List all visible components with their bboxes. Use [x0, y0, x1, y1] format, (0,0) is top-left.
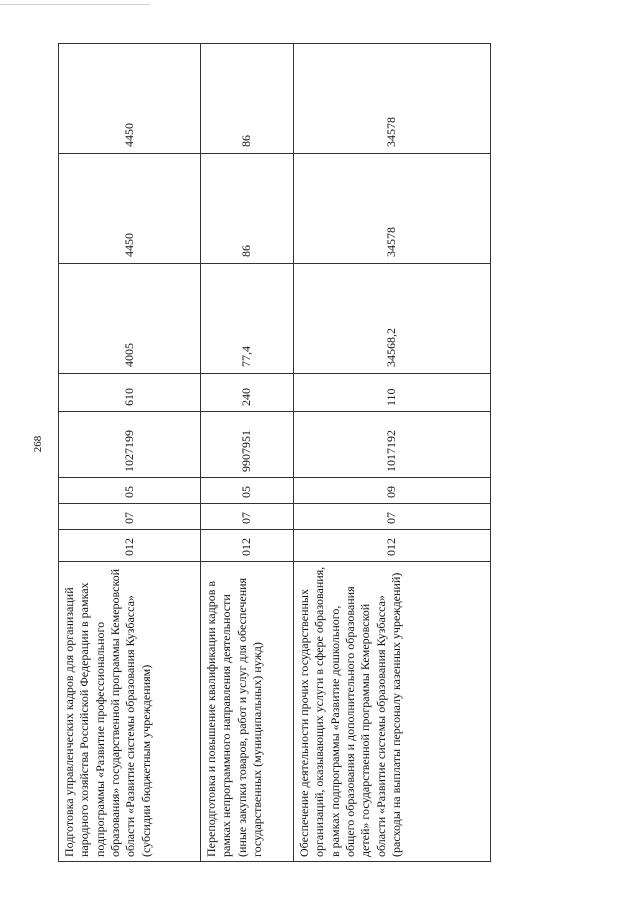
amount-2: 34578: [294, 154, 491, 264]
ministry-code: 012: [294, 530, 491, 562]
budget-table: [58, 43, 491, 862]
section-code: 07: [201, 504, 294, 530]
target-article-code: 9907951: [201, 412, 294, 478]
scan-edge-line: [0, 4, 150, 5]
row-name: Переподготовка и повышение квалификации кадров в рамках непрограммного направления деятельности (иные закупки товаров, работ и услуг для обеспечения государственных (муниципальных) нужд): [201, 562, 294, 862]
ministry-code: 012: [201, 530, 294, 562]
amount-3: 86: [201, 44, 294, 154]
row-name: Подготовка управленческих кадров для организаций народного хозяйства Российской Федерации в рамках подпрограммы «Развитие профессионального образования» государственной программы Кемеровской области «Развитие системы образования Кузбасса» (субсидии бюджетным учреждениям): [59, 562, 201, 862]
row-name: Обеспечение деятельности прочих государственных организаций, оказывающих услуги в сфере образования, в рамках подпрограммы «Развитие дошкольного, общего образования и дополнительного образования детей» государственной программы Кемеровской области «Развитие системы образования Кузбасса» (расходы на выплаты персоналу казенных учреждений): [294, 562, 491, 862]
table-row: [59, 44, 201, 862]
expense-type-code: 610: [59, 374, 201, 412]
amount-2: 86: [201, 154, 294, 264]
amount-3: 34578: [294, 44, 491, 154]
amount-1: 4005: [59, 264, 201, 374]
section-code: 07: [59, 504, 201, 530]
budget-table-rotated: [58, 44, 490, 862]
amount-2: 4450: [59, 154, 201, 264]
expense-type-code: 110: [294, 374, 491, 412]
table-row: [294, 44, 491, 862]
page-number: 268: [32, 435, 44, 453]
subsection-code: 05: [201, 478, 294, 504]
subsection-code: 09: [294, 478, 491, 504]
target-article-code: 1027199: [59, 412, 201, 478]
table-row: [201, 44, 294, 862]
amount-3: 4450: [59, 44, 201, 154]
subsection-code: 05: [59, 478, 201, 504]
section-code: 07: [294, 504, 491, 530]
amount-1: 77,4: [201, 264, 294, 374]
budget-table-container: [58, 44, 490, 862]
target-article-code: 1017192: [294, 412, 491, 478]
expense-type-code: 240: [201, 374, 294, 412]
ministry-code: 012: [59, 530, 201, 562]
amount-1: 34568,2: [294, 264, 491, 374]
